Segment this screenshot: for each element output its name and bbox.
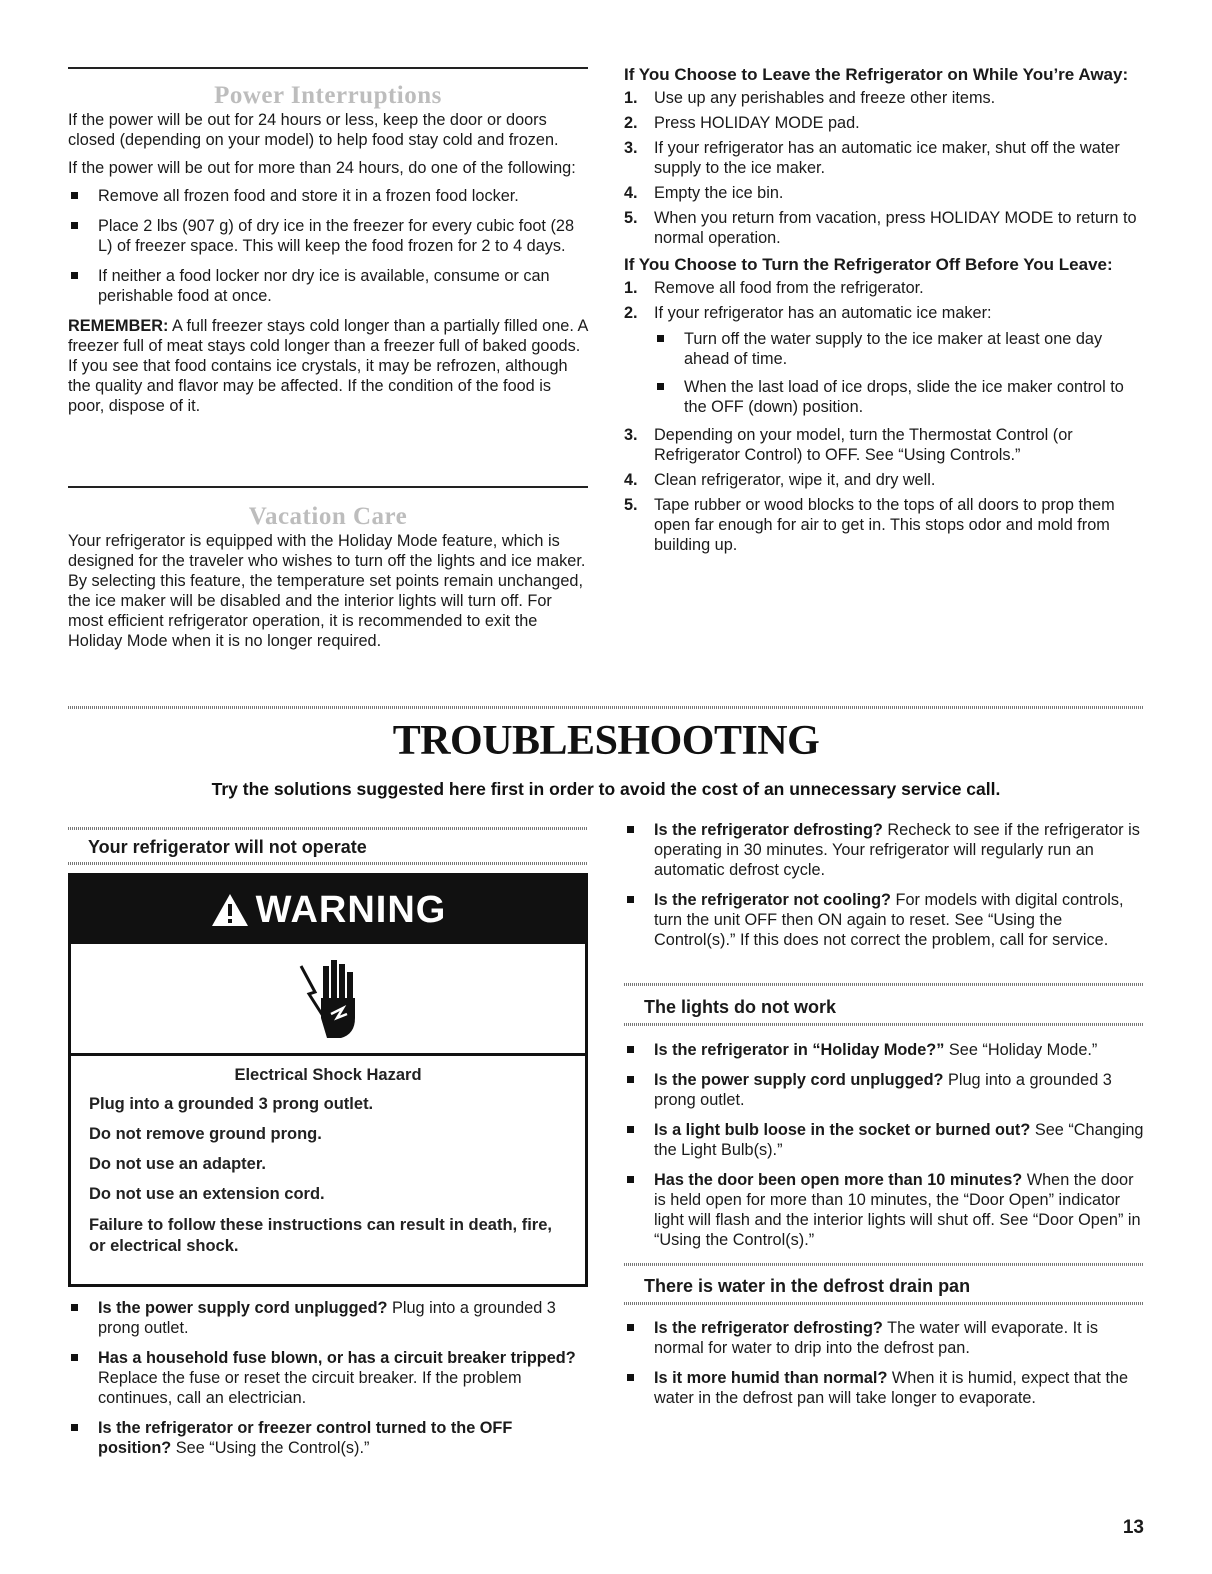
remember-label: REMEMBER: — [68, 317, 169, 335]
warning-line: Plug into a grounded 3 prong outlet. — [89, 1095, 374, 1113]
warning-line: Do not use an adapter. — [89, 1155, 266, 1173]
power-interruptions-title: Power Interruptions — [214, 82, 442, 109]
vacation-paragraph: Your refrigerator is equipped with the Holiday Mode feature, which is designed for the traveler who wishes to turn off the lights and ice maker. By selecting this feature, the temperature set points remain unchanged, the ice maker will be disabled and the interior lights will turn off. For most efficient refrigerator operation, it is recommended to exit the Holiday Mode when it is no longer required. — [68, 532, 586, 650]
turn-off-heading: If You Choose to Turn the Refrigerator Off Before You Leave: — [624, 255, 1113, 274]
water-rule-bottom — [624, 1302, 1144, 1305]
water-list — [624, 1318, 1144, 1408]
lights-rule-top — [624, 983, 1144, 986]
water-rule-top — [624, 1263, 1144, 1266]
vacation-options-column — [624, 64, 1144, 561]
not-operate-list — [68, 1298, 588, 1458]
warning-triangle-icon — [210, 892, 250, 928]
troubleshooting-title: TROUBLESHOOTING — [392, 718, 820, 764]
hazard-symbol-area — [71, 944, 585, 1056]
list-item: 2. If your refrigerator has an automatic ice maker: Turn off the water supply to the ice maker at least one day ahead of time. When the last load of ice drops, slide the ice maker control to the OFF (down) position. — [624, 303, 1144, 417]
lights-rule-bottom — [624, 1023, 1144, 1026]
warning-line: Do not remove ground prong. — [89, 1125, 322, 1143]
cont-list — [624, 820, 1144, 950]
not-operate-rule-top — [68, 827, 588, 830]
warning-banner — [71, 876, 585, 944]
turn-off-steps — [624, 278, 1144, 555]
not-operate-heading: Your refrigerator will not operate — [88, 837, 367, 857]
water-list-container — [624, 1318, 1144, 1418]
warning-line: Do not use an extension cord. — [89, 1185, 325, 1203]
list-item: 1. Remove all food from the refrigerator. — [624, 279, 924, 297]
lights-list-container — [624, 1040, 1144, 1260]
remember-paragraph — [68, 316, 588, 416]
ice-maker-sub-list — [654, 329, 1144, 417]
warning-box — [68, 873, 588, 1287]
list-item: Turn off the water supply to the ice maker at least one day ahead of time. — [654, 329, 1144, 369]
electric-shock-hand-icon — [293, 956, 363, 1042]
lights-heading: The lights do not work — [644, 997, 836, 1017]
leave-on-heading: If You Choose to Leave the Refrigerator on While You’re Away: — [624, 65, 1129, 84]
warning-text — [71, 1056, 585, 1257]
list-item: 4. Empty the ice bin. — [624, 184, 784, 202]
power-paragraph-1: If the power will be out for 24 hours or less, keep the door or doors closed (depending on your model) to help food stay cold and frozen. — [68, 111, 559, 149]
list-item: 5. Tape rubber or wood blocks to the tops of all doors to prop them open far enough for air to get in. This stops odor and mold from building up. — [624, 496, 1115, 554]
list-item: If neither a food locker nor dry ice is available, consume or can perishable food at once. — [68, 266, 588, 306]
warning-line: Failure to follow these instructions can result in death, fire, or electrical shock. — [89, 1216, 552, 1255]
vacation-care-title: Vacation Care — [248, 503, 408, 530]
troubleshooting-subtitle: Try the solutions suggested here first in order to avoid the cost of an unnecessary service call. — [211, 779, 1001, 799]
list-item: Place 2 lbs (907 g) of dry ice in the freezer for every cubic foot (28 L) of freezer space. This will keep the food frozen for 2 to 4 days. — [68, 216, 588, 256]
power-paragraph-2: If the power will be out for more than 24 hours, do one of the following: — [68, 159, 576, 177]
remember-text: A full freezer stays cold longer than a partially filled one. A freezer full of meat stays cold longer than a freezer full of baked goods. If you see that food contains ice crystals, it may be refrozen, although the quality and flavor may be affected. If the condition of the food is poor, dispose of it. — [68, 317, 588, 415]
leave-on-steps — [624, 88, 1144, 248]
list-item: Is the refrigerator not cooling? For models with digital controls, turn the unit OFF then ON again to reset. See “Using the Control(s).” If this does not correct the problem, call for service. — [624, 890, 1144, 950]
list-item: Is a light bulb loose in the socket or burned out? See “Changing the Light Bulb(s).” — [624, 1120, 1144, 1160]
top-left-rule — [68, 67, 588, 69]
warning-word: WARNING — [255, 888, 447, 931]
not-operate-list-container — [68, 1298, 588, 1468]
list-item: Is the power supply cord unplugged? Plug into a grounded 3 prong outlet. — [624, 1070, 1144, 1110]
hazard-title: Electrical Shock Hazard — [234, 1066, 422, 1084]
page-number: 13 — [1122, 1517, 1144, 1538]
lights-list — [624, 1040, 1144, 1250]
list-item: Is the refrigerator or freezer control turned to the OFF position? See “Using the Control(s).” — [68, 1418, 588, 1458]
list-item: Is the power supply cord unplugged? Plug into a grounded 3 prong outlet. — [68, 1298, 588, 1338]
list-item: 5. When you return from vacation, press HOLIDAY MODE to return to normal operation. — [624, 209, 1137, 247]
list-item: Has the door been open more than 10 minutes? When the door is held open for more than 10 minutes, the “Door Open” indicator light will flash and the interior lights will shut off. See “Door Open” in “Using the Control(s).” — [624, 1170, 1144, 1250]
power-interruptions-section — [68, 82, 588, 424]
list-item: 3. Depending on your model, turn the Thermostat Control (or Refrigerator Control) to OFF. See “Using Controls.” — [624, 426, 1073, 464]
list-item: Remove all frozen food and store it in a frozen food locker. — [68, 186, 588, 206]
list-item: Is it more humid than normal? When it is humid, expect that the water in the defrost pan will take longer to evaporate. — [624, 1368, 1144, 1408]
not-operate-rule-bottom — [68, 862, 588, 865]
list-item: When the last load of ice drops, slide the ice maker control to the OFF (down) position. — [654, 377, 1144, 417]
list-item: 3. If your refrigerator has an automatic ice maker, shut off the water supply to the ice maker. — [624, 139, 1120, 177]
list-item: 1. Use up any perishables and freeze other items. — [624, 89, 996, 107]
list-item: Is the refrigerator defrosting? Recheck to see if the refrigerator is operating in 30 minutes. Your refrigerator will regularly run an automatic defrost cycle. — [624, 820, 1144, 880]
list-item: Has a household fuse blown, or has a circuit breaker tripped? Replace the fuse or reset the circuit breaker. If the problem continues, call an electrician. — [68, 1348, 588, 1408]
list-item: Is the refrigerator in “Holiday Mode?” See “Holiday Mode.” — [624, 1040, 1144, 1060]
list-item: 4. Clean refrigerator, wipe it, and dry well. — [624, 471, 936, 489]
vacation-care-section — [68, 503, 588, 659]
not-operate-continued — [624, 820, 1144, 960]
list-item: 2. Press HOLIDAY MODE pad. — [624, 114, 860, 132]
troubleshooting-divider — [68, 706, 1144, 709]
power-bullet-list — [68, 186, 588, 306]
vacation-rule — [68, 486, 588, 488]
list-item: Is the refrigerator defrosting? The water will evaporate. It is normal for water to drip into the defrost pan. — [624, 1318, 1144, 1358]
water-heading: There is water in the defrost drain pan — [644, 1276, 971, 1296]
